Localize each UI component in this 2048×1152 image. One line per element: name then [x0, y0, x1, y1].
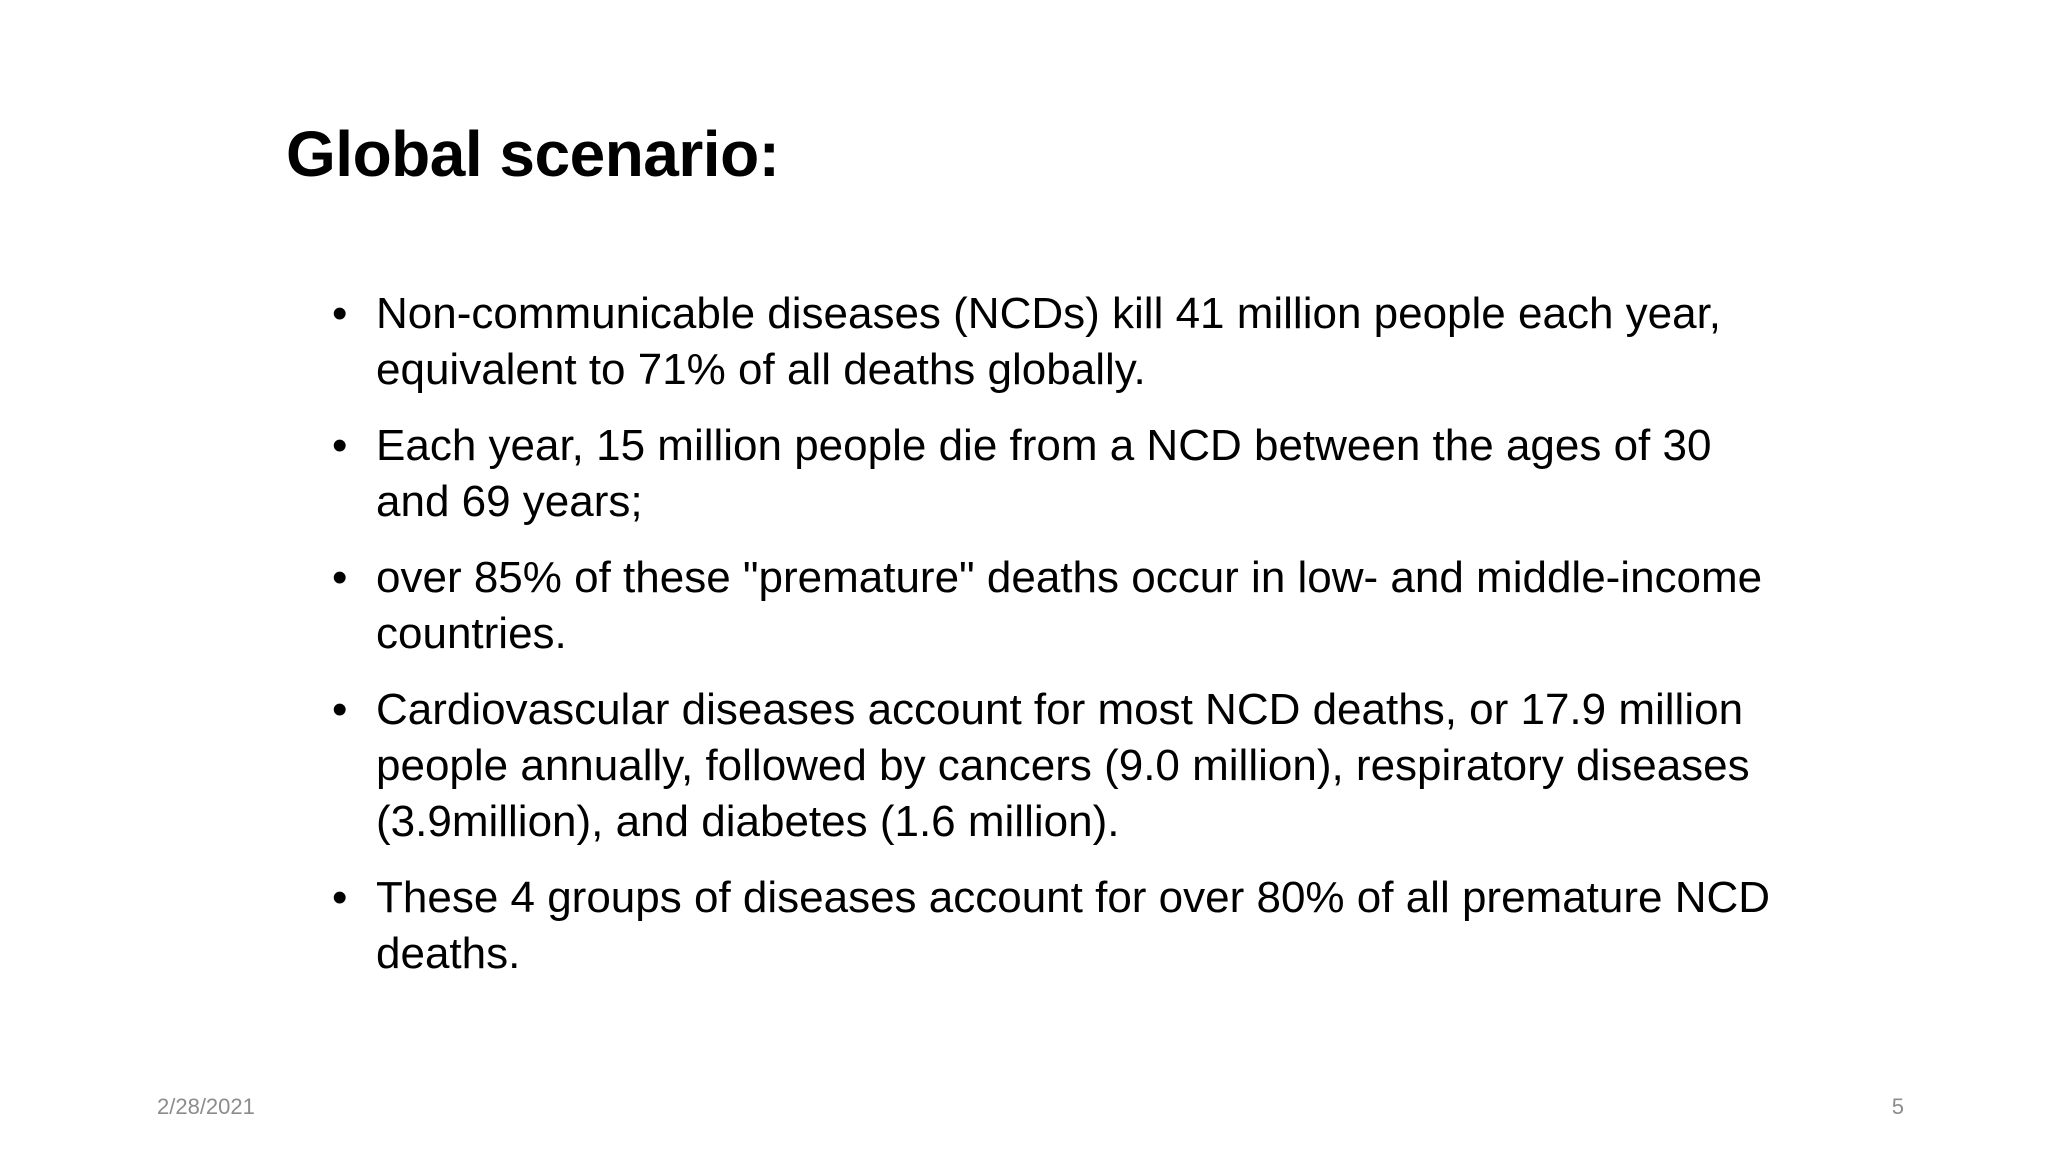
bullet-list — [332, 286, 1782, 1002]
footer-page-number: 5 — [1891, 1094, 1904, 1119]
bullet-item-2 — [332, 418, 1782, 530]
bullet-icon: • — [332, 685, 348, 734]
slide-title: Global scenario: — [286, 118, 780, 190]
bullet-icon: • — [332, 553, 348, 602]
bullet-text-3: over 85% of these "premature" deaths occur in low- and middle-income countries. — [376, 553, 1763, 658]
bullet-text-5: These 4 groups of diseases account for over 80% of all premature NCD deaths. — [376, 873, 1771, 978]
bullet-item-3 — [332, 550, 1782, 662]
bullet-text-2: Each year, 15 million people die from a NCD between the ages of 30 and 69 years; — [376, 421, 1712, 526]
bullet-icon: • — [332, 421, 348, 470]
bullet-text-4: Cardiovascular diseases account for most NCD deaths, or 17.9 million people annually, followed by cancers (9.0 million), respiratory diseases (3.9million), and diabetes (1.6 million). — [376, 685, 1750, 846]
bullet-item-1 — [332, 286, 1782, 398]
bullet-icon: • — [332, 873, 348, 922]
bullet-item-5 — [332, 870, 1782, 982]
footer-date: 2/28/2021 — [157, 1094, 255, 1119]
bullet-text-1: Non-communicable diseases (NCDs) kill 41 million people each year, equivalent to 71% of all deaths globally. — [376, 289, 1722, 394]
bullet-item-4 — [332, 682, 1782, 850]
bullet-icon: • — [332, 289, 348, 338]
